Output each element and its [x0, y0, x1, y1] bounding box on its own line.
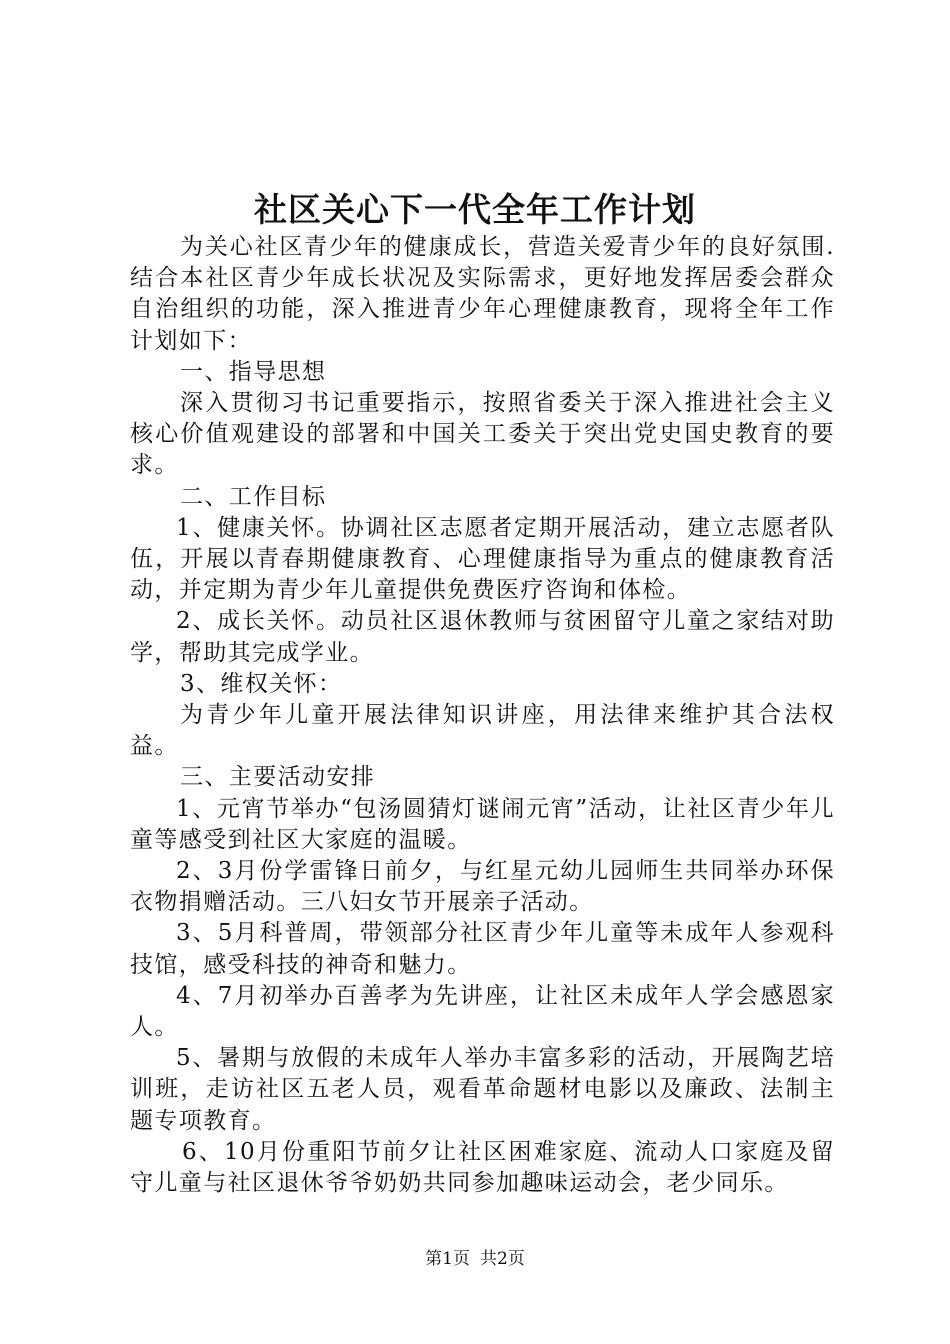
paragraph: 为青少年儿童开展法律知识讲座，用法律来维护其合法权益。: [130, 702, 835, 760]
list-item: 3、维权关怀：: [180, 670, 343, 697]
list-item: 2、3月份学雷锋日前夕，与红星元幼儿园师生共同举办环保衣物捐赠活动。三八妇女节开展亲子活动。: [130, 858, 835, 916]
section-heading: 一、指导思想: [180, 358, 327, 385]
list-item: 4、7月初举办百善孝为先讲座，让社区未成年人学会感恩家人。: [130, 982, 835, 1041]
list-item: 1、健康关怀。协调社区志愿者定期开展活动，建立志愿者队伍，开展以青春期健康教育、心理健康指导为重点的健康教育活动，并定期为青少年儿童提供免费医疗咨询和体检。: [130, 514, 835, 604]
document-body: [130, 232, 835, 1199]
paragraph: 深入贯彻习书记重要指示，按照省委关于深入推进社会主义核心价值观建设的部署和中国关工委关于突出党史国史教育的要求。: [130, 390, 835, 479]
page-total: 共2页: [480, 1249, 525, 1269]
list-item: 1、元宵节举办“包汤圆猜灯谜闹元宵”活动，让社区青少年儿童等感受到社区大家庭的温暖。: [130, 795, 835, 853]
document-title: 社区关心下一代全年工作计划: [254, 190, 696, 229]
page-number: 第1页: [425, 1249, 470, 1269]
intro-paragraph: 为关心社区青少年的健康成长，营造关爱青少年的良好氛围.结合本社区青少年成长状况及实际需求，更好地发挥居委会群众自治组织的功能，深入推进青少年心理健康教育，现将全年工作计划如下：: [130, 234, 835, 354]
section-heading: 三、主要活动安排: [180, 764, 376, 791]
section-heading: 二、工作目标: [180, 483, 327, 510]
page-footer: [0, 1244, 950, 1269]
list-item: 6、10月份重阳节前夕让社区困难家庭、流动人口家庭及留守儿童与社区退休爷爷奶奶共同参加趣味运动会，老少同乐。: [130, 1138, 835, 1197]
list-item: 2、成长关怀。动员社区退休教师与贫困留守儿童之家结对助学，帮助其完成学业。: [130, 608, 835, 666]
list-item: 5、暑期与放假的未成年人举办丰富多彩的活动，开展陶艺培训班，走访社区五老人员，观看革命题材电影以及廉政、法制主题专项教育。: [130, 1045, 835, 1134]
list-item: 3、5月科普周，带领部分社区青少年儿童等未成年人参观科技馆，感受科技的神奇和魅力。: [130, 920, 835, 978]
